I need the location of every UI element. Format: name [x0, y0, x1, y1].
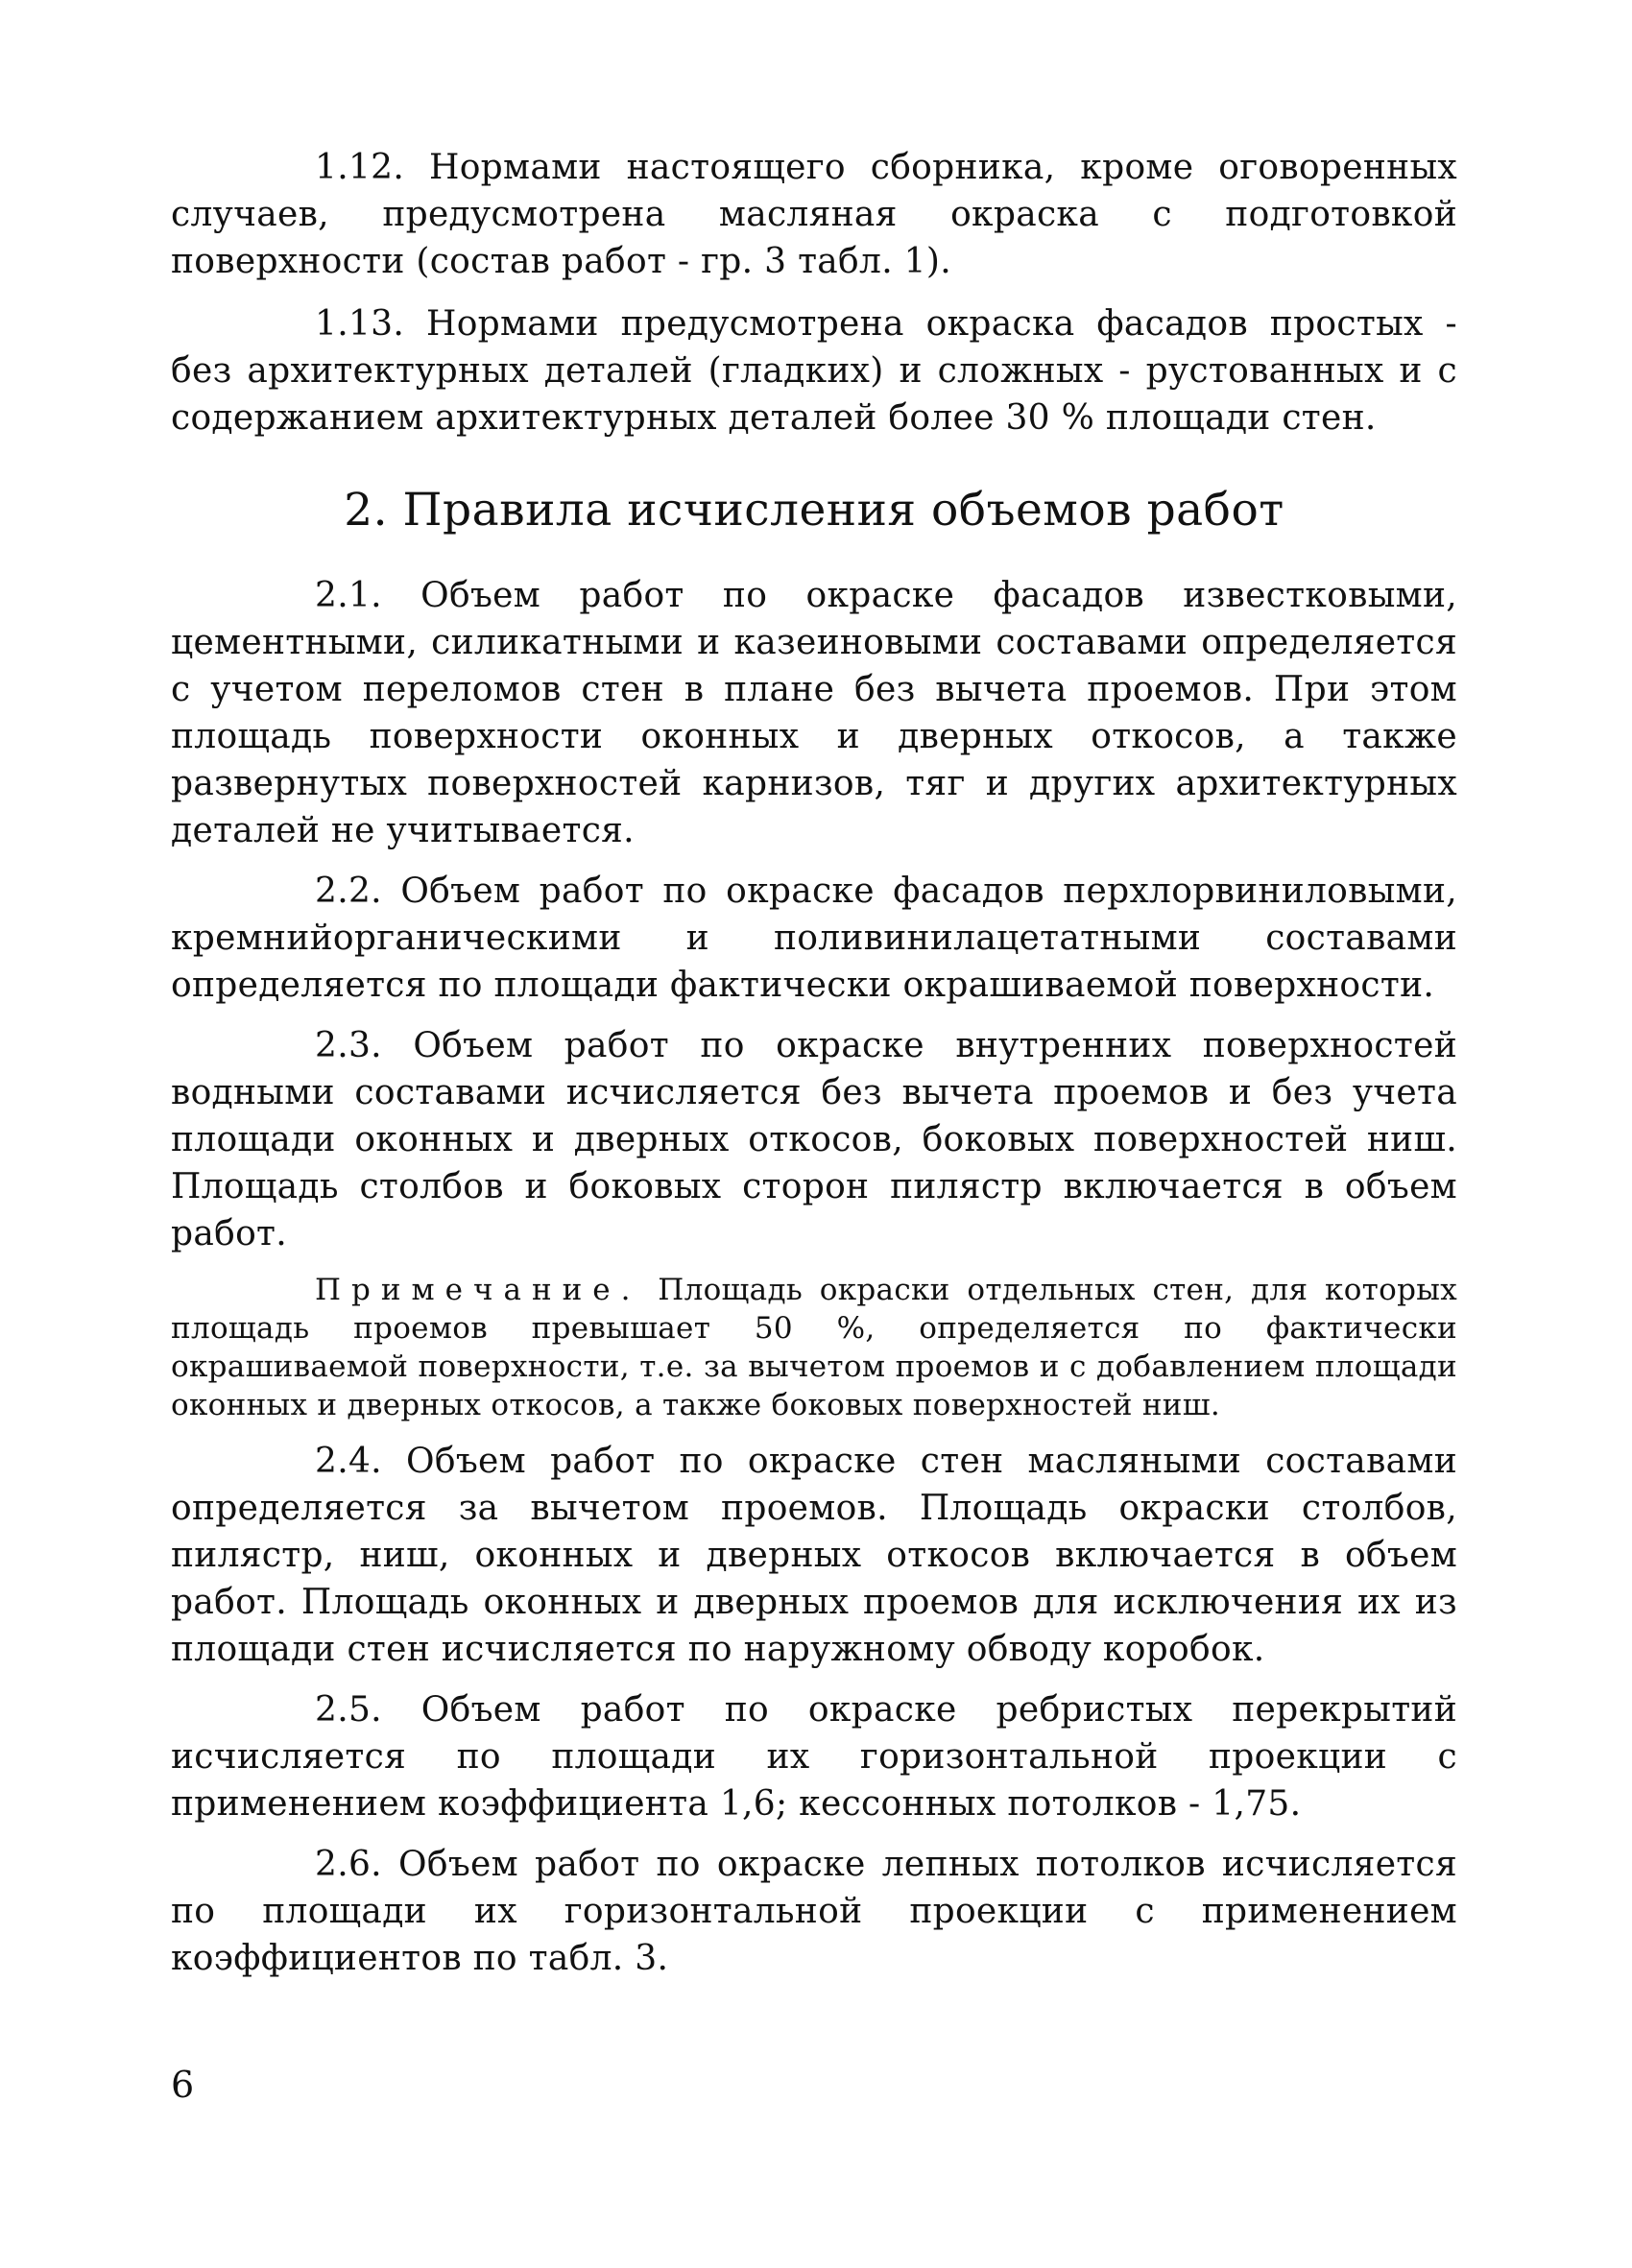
- section-title: 2. Правила исчисления объемов работ: [344, 484, 1284, 537]
- paragraph-2-2: 2.2. Объем работ по окраске фасадов перхлорвиниловыми, кремнийорганическими и поливинилацетатными составами определяется по площади фактически окрашиваемой поверхности.: [171, 871, 1457, 1005]
- paragraph-2-3: 2.3. Объем работ по окраске внутренних поверхностей водными составами исчисляется без вычета проемов и без учета площади оконных и дверных откосов, боковых поверхностей ниш. Площадь столбов и боковых сторон пилястр включается в объем работ.: [171, 1026, 1457, 1253]
- paragraph-2-6: 2.6. Объем работ по окраске лепных потолков исчисляется по площади их горизонтальной проекции с применением коэффициентов по табл. 3.: [171, 1845, 1457, 1978]
- document-page: [171, 144, 1457, 1995]
- paragraph-2-5: 2.5. Объем работ по окраске ребристых перекрытий исчисляется по площади их горизонтальной проекции с применением коэффициента 1,6; кессонных потолков - 1,75.: [171, 1690, 1457, 1824]
- paragraph-1-13: 1.13. Нормами предусмотрена окраска фасадов простых - без архитектурных деталей (гладких) и сложных - рустованных и с содержанием архитектурных деталей более 30 % площади стен.: [171, 304, 1457, 438]
- paragraph-1-12: 1.12. Нормами настоящего сборника, кроме оговоренных случаев, предусмотрена масляная окраска с подготовкой поверхности (состав работ - гр. 3 табл. 1).: [171, 148, 1457, 281]
- paragraph-2-4: 2.4. Объем работ по окраске стен масляными составами определяется за вычетом проемов. Площадь окраски столбов, пилястр, ниш, оконных и дверных откосов включается в объем работ. Площадь оконных и дверных проемов для исключения их из площади стен исчисляется по наружному обводу коробок.: [171, 1442, 1457, 1669]
- note-label: Примечание.: [315, 1273, 641, 1307]
- page-number: 6: [171, 2064, 195, 2106]
- note-text: Площадь окраски отдельных стен, для которых площадь проемов превышает 50 %, определяется по фактически окрашиваемой поверхности, т.е. за вычетом проемов и с добавлением площади оконных и дверных откосов, а также боковых поверхностей ниш.: [171, 1273, 1457, 1422]
- note: [171, 1271, 1457, 1424]
- paragraph-2-1: 2.1. Объем работ по окраске фасадов известковыми, цементными, силикатными и казеиновыми составами определяется с учетом переломов стен в плане без вычета проемов. При этом площадь поверхности оконных и дверных откосов, а также развернутых поверхностей карнизов, тяг и других архитектурных деталей не учитывается.: [171, 576, 1457, 850]
